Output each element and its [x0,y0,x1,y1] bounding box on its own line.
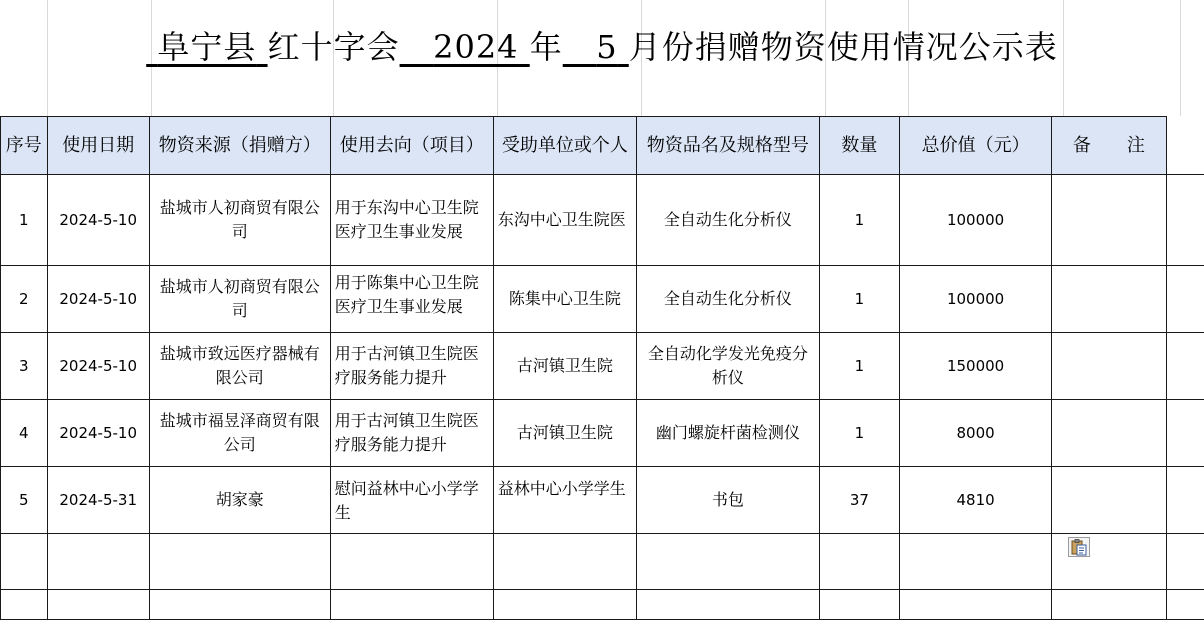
header-cell-qty[interactable]: 数量 [819,117,899,175]
cell-item[interactable]: 全自动生化分析仪 [636,175,819,266]
cell-qty[interactable]: 1 [819,400,899,467]
empty-cell[interactable] [1166,175,1204,266]
cell-no[interactable]: 2 [1,266,48,333]
empty-cell[interactable] [1166,117,1204,175]
table-row [1,175,1204,266]
empty-cell[interactable] [1166,534,1204,590]
cell-purpose[interactable]: 慰问益林中心小学学生 [330,467,493,534]
header-cell-purpose[interactable]: 使用去向（项目） [330,117,493,175]
empty-cell[interactable] [493,590,636,620]
header-cell-item[interactable]: 物资品名及规格型号 [636,117,819,175]
cell-value[interactable]: 150000 [899,333,1051,400]
cell-date[interactable]: 2024-5-10 [47,266,149,333]
cell-recipient[interactable]: 东沟中心卫生院医 [493,175,636,266]
cell-note[interactable] [1052,400,1166,467]
cell-no[interactable]: 3 [1,333,48,400]
cell-qty[interactable]: 1 [819,333,899,400]
empty-cell[interactable] [47,534,149,590]
cell-item[interactable]: 书包 [636,467,819,534]
table-row [1,400,1204,467]
cell-note[interactable] [1052,266,1166,333]
title-year-suffix: 年 [530,28,563,66]
cell-value[interactable]: 8000 [899,400,1051,467]
empty-cell[interactable] [493,534,636,590]
cell-qty[interactable]: 37 [819,467,899,534]
header-row [1,117,1204,175]
table-row-empty [1,534,1204,590]
cell-recipient[interactable]: 益林中心小学学生 [493,467,636,534]
cell-source[interactable]: 盐城市人初商贸有限公司 [149,266,330,333]
cell-source[interactable]: 胡家豪 [149,467,330,534]
cell-recipient[interactable]: 古河镇卫生院 [493,400,636,467]
cell-item[interactable]: 全自动化学发光免疫分析仪 [636,333,819,400]
title-month: 5 [596,28,617,66]
donation-table [0,116,1204,620]
header-cell-source[interactable]: 物资来源（捐赠方） [149,117,330,175]
empty-cell[interactable] [1166,590,1204,620]
empty-cell[interactable] [149,534,330,590]
empty-cell[interactable] [899,590,1051,620]
table-row [1,333,1204,400]
empty-cell[interactable] [636,534,819,590]
title-month-suffix: 月份捐赠物资使用情况公示表 [629,28,1058,66]
cell-note[interactable] [1052,175,1166,266]
empty-cell[interactable] [1,590,48,620]
empty-cell[interactable] [1052,590,1166,620]
cell-no[interactable]: 4 [1,400,48,467]
empty-cell[interactable] [330,590,493,620]
cell-source[interactable]: 盐城市致远医疗器械有限公司 [149,333,330,400]
empty-cell[interactable] [330,534,493,590]
empty-cell[interactable] [149,590,330,620]
title-org: 红十字会 [268,28,400,66]
cell-purpose-text: 用于陈集中心卫生院医疗卫生事业发展 [335,271,489,327]
empty-cell[interactable] [819,534,899,590]
table-row [1,266,1204,333]
cell-purpose[interactable] [330,266,493,333]
empty-cell[interactable] [1166,333,1204,400]
header-cell-recipient[interactable]: 受助单位或个人 [493,117,636,175]
cell-date[interactable]: 2024-5-10 [47,333,149,400]
cell-purpose[interactable]: 用于古河镇卫生院医疗服务能力提升 [330,333,493,400]
cell-note[interactable] [1052,333,1166,400]
cell-qty[interactable]: 1 [819,266,899,333]
empty-cell[interactable] [636,590,819,620]
cell-date[interactable]: 2024-5-10 [47,175,149,266]
cell-date[interactable]: 2024-5-31 [47,467,149,534]
title-year: 2024 [433,28,518,66]
cell-purpose[interactable]: 用于东沟中心卫生院医疗卫生事业发展 [330,175,493,266]
cell-date[interactable]: 2024-5-10 [47,400,149,467]
cell-recipient[interactable]: 古河镇卫生院 [493,333,636,400]
cell-item[interactable]: 幽门螺旋杆菌检测仪 [636,400,819,467]
cell-value[interactable]: 100000 [899,175,1051,266]
empty-cell[interactable] [47,590,149,620]
cell-source[interactable]: 盐城市人初商贸有限公司 [149,175,330,266]
empty-cell[interactable] [1,534,48,590]
cell-note[interactable] [1052,467,1166,534]
cell-source[interactable]: 盐城市福昱泽商贸有限公司 [149,400,330,467]
header-cell-date[interactable]: 使用日期 [47,117,149,175]
header-cell-value[interactable]: 总价值（元） [899,117,1051,175]
cell-purpose[interactable]: 用于古河镇卫生院医疗服务能力提升 [330,400,493,467]
empty-cell[interactable] [1166,400,1204,467]
cell-qty[interactable]: 1 [819,175,899,266]
table-row-empty [1,590,1204,620]
empty-cell[interactable] [1166,266,1204,333]
empty-cell[interactable] [819,590,899,620]
empty-cell[interactable] [1166,467,1204,534]
cell-value[interactable]: 4810 [899,467,1051,534]
header-cell-note[interactable]: 备 注 [1052,117,1166,175]
clipboard-paste-icon[interactable] [1068,537,1090,557]
table-row [1,467,1204,534]
cell-no[interactable]: 1 [1,175,48,266]
cell-recipient[interactable]: 陈集中心卫生院 [493,266,636,333]
page-title[interactable] [0,22,1204,68]
cell-value[interactable]: 100000 [899,266,1051,333]
cell-item[interactable]: 全自动生化分析仪 [636,266,819,333]
empty-cell[interactable] [899,534,1051,590]
cell-no[interactable]: 5 [1,467,48,534]
header-cell-no[interactable]: 序号 [1,117,48,175]
title-county: 阜宁县 [157,28,256,66]
